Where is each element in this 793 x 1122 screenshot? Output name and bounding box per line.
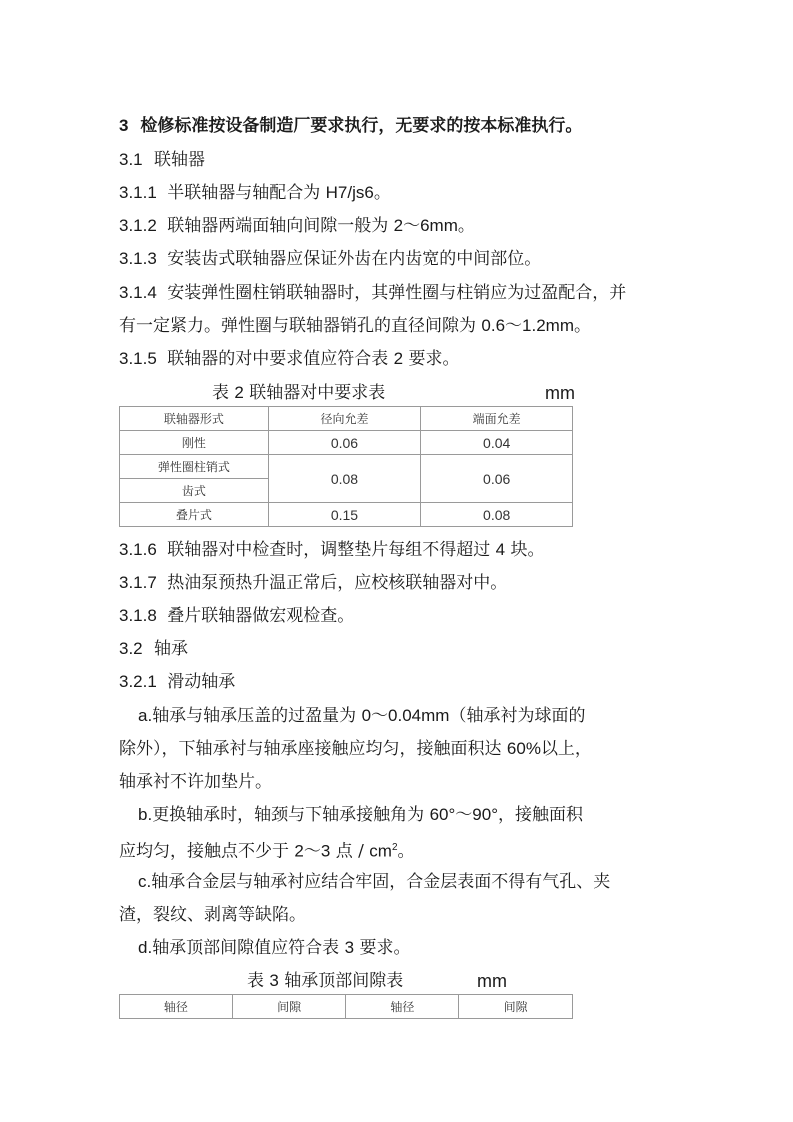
face-cell: 0.04 (421, 431, 573, 455)
item-c: c.轴承合金层与轴承衬应结合牢固，合金层表面不得有气孔、夹 (138, 872, 611, 892)
clause-3-1-1: 3.1.1 半联轴器与轴配合为 H7/js6。 (119, 183, 391, 203)
clause-3-2-1: 3.2.1 滑动轴承 (119, 672, 236, 692)
section-heading-text: 检修标准按设备制造厂要求执行，无要求的按本标准执行。 (140, 116, 583, 136)
item-c-cont: 渣，裂纹、剥离等缺陷。 (119, 905, 306, 925)
section-number: 3 (119, 116, 129, 135)
table2-caption: 表 2 联轴器对中要求表 (212, 383, 386, 403)
header-cell: 轴径 (346, 995, 459, 1019)
table3-bearing-clearance (119, 994, 573, 1019)
header-cell: 联轴器形式 (120, 407, 269, 431)
item-b: b.更换轴承时，轴颈与下轴承接触角为 60°～90°，接触面积 (138, 805, 584, 825)
header-cell: 径向允差 (268, 407, 421, 431)
header-cell: 轴径 (120, 995, 233, 1019)
clause-3-1-3: 3.1.3 安装齿式联轴器应保证外齿在内齿宽的中间部位。 (119, 249, 542, 269)
item-b-cont: 应均匀，接触点不少于 2～3 点 / $cm^2$。 (119, 841, 415, 862)
header-cell: 间隙 (232, 995, 346, 1019)
type-cell: 叠片式 (120, 503, 269, 527)
clause-3-1-4: 3.1.4 安装弹性圈柱销联轴器时，其弹性圈与柱销应为过盈配合，并 (119, 283, 627, 303)
clause-3-1-6: 3.1.6 联轴器对中检查时，调整垫片每组不得超过 4 块。 (119, 540, 545, 560)
table-row (120, 431, 573, 455)
table2-coupling-alignment (119, 406, 573, 527)
radial-cell: 0.08 (268, 455, 421, 503)
radial-cell: 0.15 (268, 503, 421, 527)
type-cell: 弹性圈柱销式 (120, 455, 269, 479)
type-cell: 刚性 (120, 431, 269, 455)
item-a-cont: 除外），下轴承衬与轴承座接触应均匀，接触面积达 60%以上， (119, 739, 592, 759)
subsection-title-coupling: 3.1 联轴器 (119, 150, 206, 170)
clause-3-1-2: 3.1.2 联轴器两端面轴向间隙一般为 2～6mm。 (119, 216, 475, 236)
face-cell: 0.06 (421, 455, 573, 503)
section-heading (119, 115, 582, 137)
header-cell: 间隙 (459, 995, 573, 1019)
table-header-row (120, 407, 573, 431)
clause-3-1-7: 3.1.7 热油泵预热升温正常后，应校核联轴器对中。 (119, 573, 508, 593)
clause-3-1-4-cont: 有一定紧力。弹性圈与联轴器销孔的直径间隙为 0.6～1.2mm。 (119, 316, 591, 336)
table-row (120, 455, 573, 479)
type-cell: 齿式 (120, 479, 269, 503)
table3-caption: 表 3 轴承顶部间隙表 (247, 971, 404, 991)
table-header-row (120, 995, 573, 1019)
item-d: d.轴承顶部间隙值应符合表 3 要求。 (138, 938, 411, 958)
table2-unit: mm (545, 383, 575, 403)
radial-cell: 0.06 (268, 431, 421, 455)
subsection-title-bearing: 3.2 轴承 (119, 639, 189, 659)
header-cell: 端面允差 (421, 407, 573, 431)
table3-unit: mm (477, 971, 507, 991)
clause-3-1-5: 3.1.5 联轴器的对中要求值应符合表 2 要求。 (119, 349, 460, 369)
item-a: a.轴承与轴承压盖的过盈量为 0～0.04mm（轴承衬为球面的 (138, 706, 586, 726)
clause-3-1-8: 3.1.8 叠片联轴器做宏观检查。 (119, 606, 355, 626)
face-cell: 0.08 (421, 503, 573, 527)
item-a-cont2: 轴承衬不许加垫片。 (119, 772, 272, 792)
table-row (120, 503, 573, 527)
